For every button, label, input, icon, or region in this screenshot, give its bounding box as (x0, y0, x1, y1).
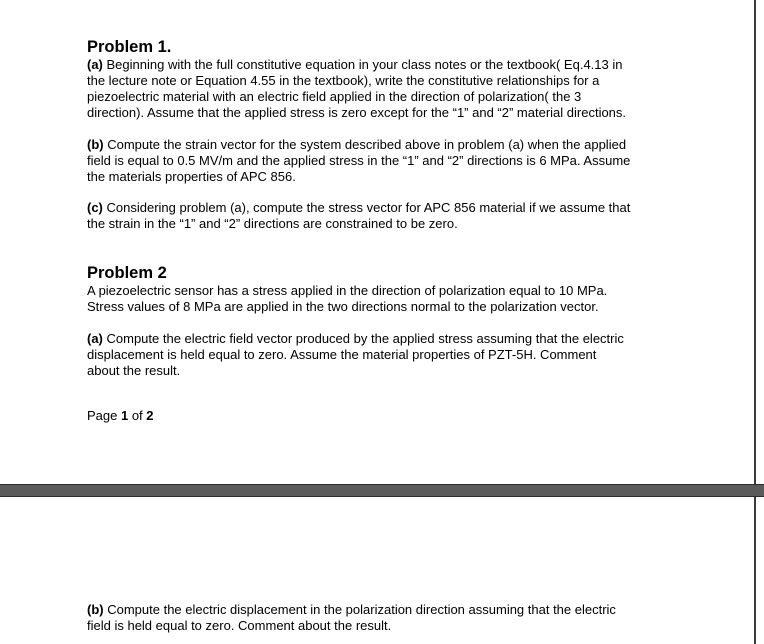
problem-1-section (87, 38, 697, 57)
part-label: (b) (87, 602, 104, 617)
problem-1-heading: Problem 1. (87, 38, 172, 56)
text-line: direction). Assume that the applied stress is zero except for the “1” and “2” material directions. (87, 105, 627, 120)
problem-1-part-c (87, 200, 697, 232)
text-line: (b) Compute the electric displacement in the polarization direction assuming that the electric (87, 602, 616, 617)
text-line: the lecture note or Equation 4.55 in the textbook), write the constitutive relationships for a (87, 73, 600, 88)
text-line: (a) Beginning with the full constitutive equation in your class notes or the textbook( Eq.4.13 in (87, 57, 623, 72)
text-line: the strain in the “1” and “2” directions are constrained to be zero. (87, 216, 458, 231)
problem-2-part-b (87, 602, 697, 634)
text-line: piezoelectric material with an electric field applied in the direction of polarization( the 3 (87, 89, 582, 104)
text-line: (b) Compute the strain vector for the system described above in problem (a) when the applied (87, 137, 627, 152)
text-line: field is held equal to zero. Comment about the result. (87, 618, 392, 633)
text-line: about the result. (87, 363, 181, 378)
text-line: (a) Compute the electric field vector produced by the applied stress assuming that the electric (87, 331, 624, 346)
text-line: (c) Considering problem (a), compute the stress vector for APC 856 material if we assume that (87, 200, 631, 215)
problem-1-part-a (87, 57, 697, 121)
problem-2-section (87, 264, 697, 283)
part-label: (c) (87, 200, 103, 215)
part-label: (a) (87, 331, 103, 346)
current-page-number: 1 (120, 408, 129, 423)
problem-2-intro (87, 283, 697, 315)
page-separator-edge (0, 484, 764, 485)
total-page-number: 2 (146, 408, 154, 423)
problem-2-heading: Problem 2 (87, 264, 167, 282)
text-line: field is equal to 0.5 MV/m and the applied stress in the “1” and “2” directions is 6 MPa. Assume (87, 153, 631, 168)
text-line: Stress values of 8 MPa are applied in the two directions normal to the polarization vector. (87, 299, 599, 314)
page-footer: Page 1 of 2 (87, 408, 154, 423)
text-line: the materials properties of APC 856. (87, 169, 296, 184)
text-line: displacement is held equal to zero. Assume the material properties of PZT-5H. Comment (87, 347, 597, 362)
part-label: (b) (87, 137, 104, 152)
problem-2-part-a (87, 331, 697, 379)
part-label: (a) (87, 57, 103, 72)
problem-1-part-b (87, 137, 697, 185)
text-line: A piezoelectric sensor has a stress applied in the direction of polarization equal to 10 MPa. (87, 283, 608, 298)
document-page-2 (0, 497, 756, 644)
